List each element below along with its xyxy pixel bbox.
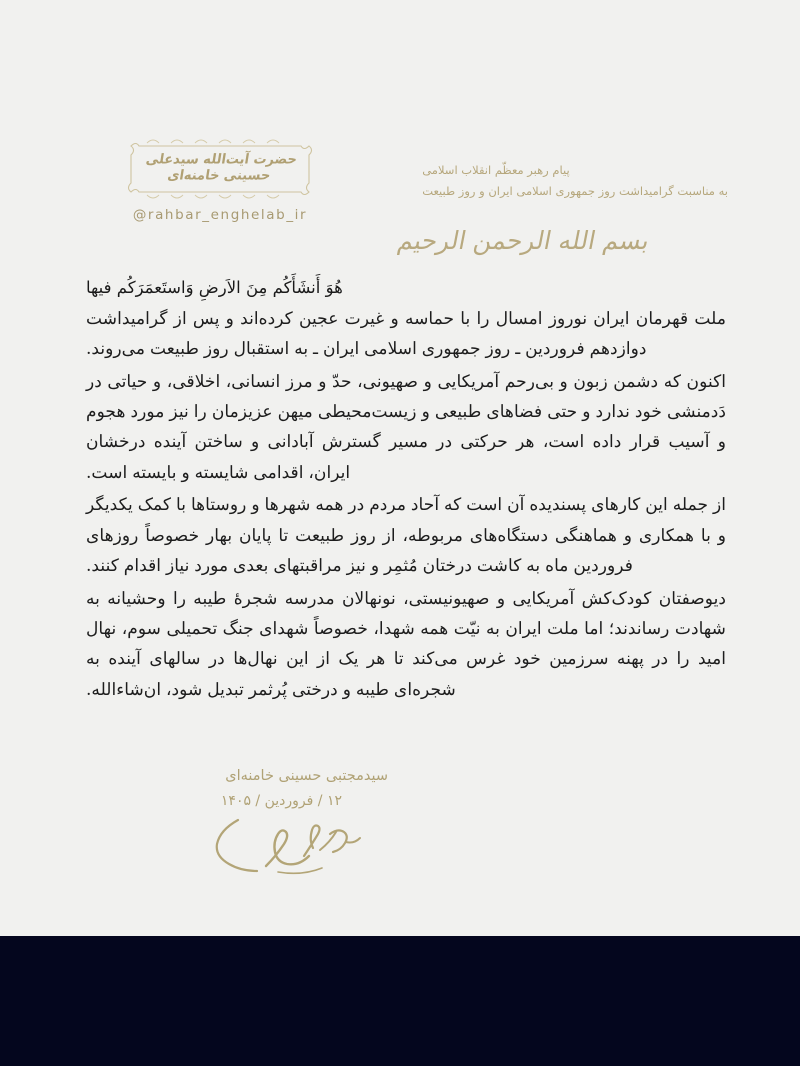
signature-block (88, 766, 388, 882)
handwritten-signature-icon (208, 816, 388, 878)
header-title-line-1: پیام رهبر معظّم انقلاب اسلامی (422, 163, 570, 177)
message-body (86, 276, 726, 707)
bismillah-calligraphy: بسم الله الرحمن الرحیم (395, 226, 653, 255)
quranic-verse: هُوَ أَنشَأَكُم مِنَ الاَرضِ وَاستَعمَرَكُم فيها (86, 278, 343, 297)
paragraph-2: اکنون که دشمن زبون و بی‌رحم آمریکایی و صهیونی، حدّ و مرز انسانی، اخلاقی، و حیاتی در دَدمنشی خود ندارد و حتی فضاهای طبیعی و زیست‌محیطی میهن عزیزمان را نیز مورد هجوم و آسیب قرار داده است، هر حرکتی در مسیر گسترش آبادانی و ساختن آینده درخشان ایران، اقدامی شایسته و بایسته است. (86, 371, 726, 483)
header-title-line-2: به مناسبت گرامیداشت روز جمهوری اسلامی ایران و روز طبیعت (422, 184, 728, 199)
brand-block (70, 138, 370, 223)
paragraph-1: ملت قهرمان ایران نوروز امسال را با حماسه و غیرت عجین کرده‌اند و پس از گرامیداشت دوازدهم فروردین ـ روز جمهوری اسلامی ایران ـ به استقبال روز طبیعت می‌روند. (86, 308, 726, 360)
calligraphic-seal-icon (125, 138, 315, 200)
signature-name: سیدمجتبی حسینی خامنه‌ای (225, 768, 388, 784)
paragraph-4: دیوصفتان کودک‌کش آمریکایی و صهیونیستی، نونهالان مدرسه شجرهٔ طیبه را وحشیانه به شهادت رساندند؛ اما ملت ایران به نیّت همه شهدا، خصوصاً شهدای جنگ تحمیلی سوم، نهال امید را در پهنه سرزمین خود غرس می‌کند تا هر یک از این نهال‌ها در سالهای آینده به شجره‌ای طیبه و درختی پُرثمر تبدیل شود، ان‌شاءالله. (86, 588, 726, 700)
account-handle[interactable]: @rahbar_enghelab_ir (132, 207, 308, 223)
footer-bar (0, 936, 800, 1066)
seal-text: حضرت آیت‌الله سیدعلی حسینی خامنه‌ای (144, 152, 299, 184)
signature-date: ۱۲ / فروردین / ۱۴۰۵ (220, 792, 342, 809)
header-titles (422, 160, 728, 203)
paragraph-3: از جمله این کارهای پسندیده آن است که آحاد مردم در همه شهرها و روستاها با کمک یکدیگر و با همکاری و هماهنگی دستگاه‌های مربوطه، از روز طبیعت تا پایان بهار خصوصاً روزهای فروردین ماه به کاشت درختان مُثمِر و نیز مراقبتهای بعدی مورد نیاز اقدام کنند. (86, 495, 726, 577)
